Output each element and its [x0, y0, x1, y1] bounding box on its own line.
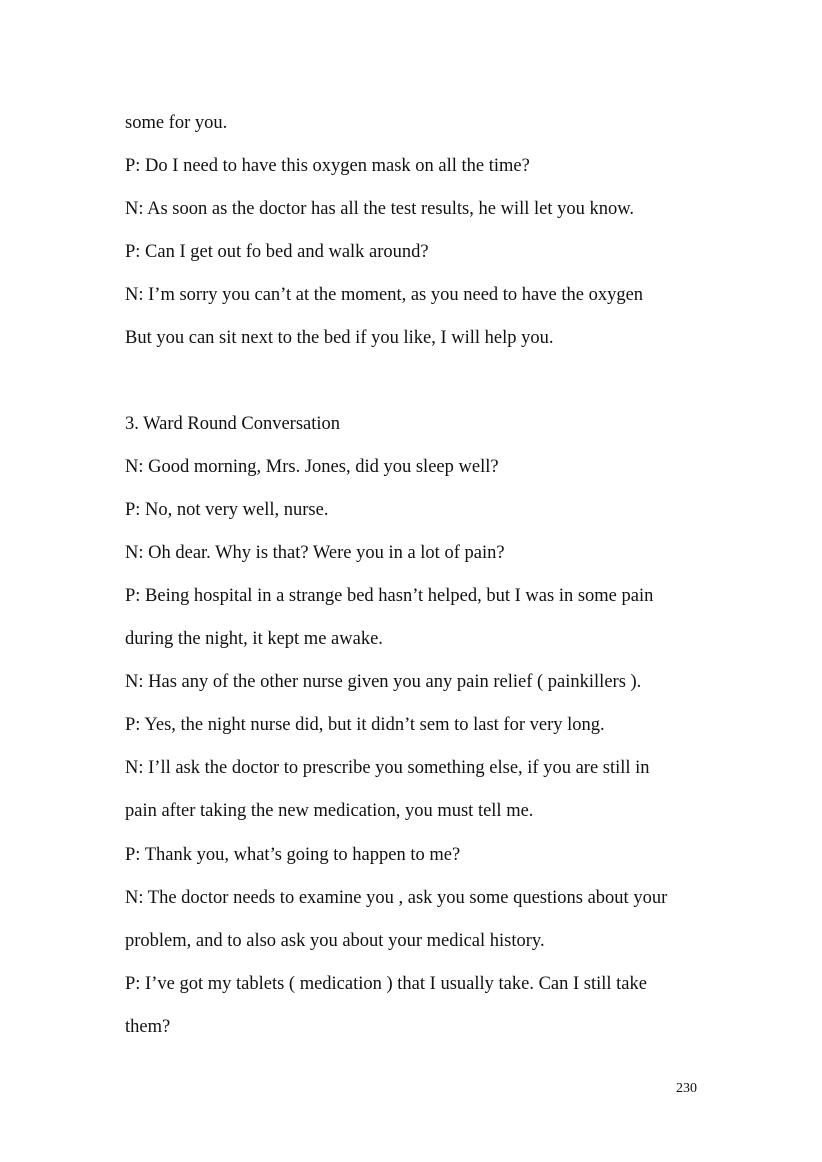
- text-line: N: Has any of the other nurse given you any pain relief ( painkillers ).: [125, 672, 642, 692]
- text-line: But you can sit next to the bed if you like, I will help you.: [125, 328, 554, 348]
- section-heading: 3. Ward Round Conversation: [125, 414, 341, 434]
- text-line: N: Good morning, Mrs. Jones, did you sleep well?: [125, 457, 499, 477]
- text-line: N: I’m sorry you can’t at the moment, as you need to have the oxygen: [125, 285, 644, 305]
- text-line: some for you.: [125, 113, 228, 133]
- text-line: P: Being hospital in a strange bed hasn’t helped, but I was in some pain: [125, 586, 654, 606]
- text-line: P: Yes, the night nurse did, but it didn’t sem to last for very long.: [125, 715, 605, 735]
- text-line: during the night, it kept me awake.: [125, 629, 383, 649]
- text-line: N: I’ll ask the doctor to prescribe you something else, if you are still in: [125, 758, 650, 778]
- text-line: P: Thank you, what’s going to happen to me?: [125, 845, 461, 865]
- text-line: them?: [125, 1017, 171, 1037]
- page-number: 230: [676, 1081, 697, 1096]
- text-line: P: No, not very well, nurse.: [125, 500, 329, 520]
- text-line: pain after taking the new medication, you must tell me.: [125, 801, 534, 821]
- text-line: P: Do I need to have this oxygen mask on all the time?: [125, 156, 530, 176]
- text-line: N: Oh dear. Why is that? Were you in a lot of pain?: [125, 543, 505, 563]
- text-line: problem, and to also ask you about your medical history.: [125, 931, 545, 951]
- text-line: P: I’ve got my tablets ( medication ) that I usually take. Can I still take: [125, 974, 647, 994]
- text-line: P: Can I get out fo bed and walk around?: [125, 242, 429, 262]
- text-line: N: The doctor needs to examine you , ask you some questions about your: [125, 888, 668, 908]
- text-line: N: As soon as the doctor has all the test results, he will let you know.: [125, 199, 635, 219]
